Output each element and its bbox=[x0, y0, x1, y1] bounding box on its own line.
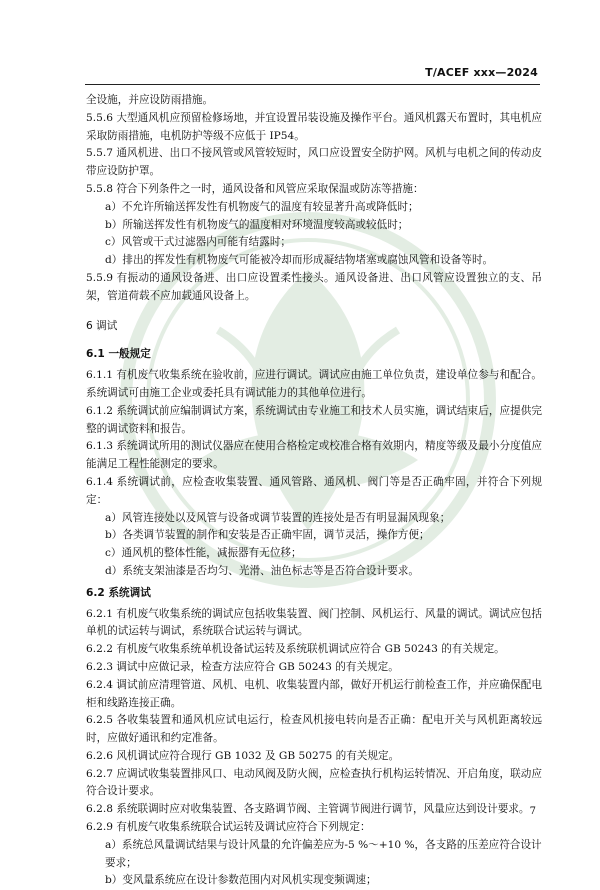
header-rule bbox=[85, 84, 540, 85]
document-body bbox=[86, 92, 542, 890]
paragraph: 全设施，并应设防雨措施。 bbox=[86, 94, 214, 106]
paragraph: 6.1.3 系统调试所用的测试仪器应在使用合格检定或校准合格有效期内，精度等级及最小分度值应能满足工程性能测定的要求。 bbox=[86, 440, 542, 471]
paragraph: 6.2.1 有机废气收集系统的调试应包括收集装置、阀门控制、风机运行、风量的调试。调试应包括单机的试运转与调试，系统联合试运转与调试。 bbox=[86, 607, 542, 638]
page-number: 7 bbox=[529, 806, 536, 817]
paragraph: 6.1.4 系统调试前，应检查收集装置、通风管路、通风机、阀门等是否正确牢固，并符合下列规定： bbox=[86, 475, 542, 506]
list-item: a）不允许所输送挥发性有机物废气的温度有较显著升高或降低时； bbox=[105, 200, 419, 213]
subsection-heading: 6.1 一般规定 bbox=[86, 348, 151, 361]
paragraph: 6.2.6 风机调试应符合现行 GB 1032 及 GB 50275 的有关规定。 bbox=[86, 749, 400, 762]
list-item: d）排出的挥发性有机物废气可能被冷却而形成凝结物堵塞或腐蚀风管和设备等时。 bbox=[105, 254, 494, 267]
paragraph: 5.5.6 大型通风机应预留检修场地，并宜设置吊装设施及操作平台。通风机露天布置时，其电机应采取防雨措施，电机防护等级不应低于 IP54。 bbox=[86, 111, 542, 142]
list-item: d）系统支架油漆是否均匀、光滑、油色标志等是否符合设计要求。 bbox=[105, 564, 419, 577]
paragraph: 6.2.2 有机废气收集系统单机设备试运转及系统联机调试应符合 GB 50243 的有关规定。 bbox=[86, 643, 505, 656]
paragraph: 6.2.8 系统联调时应对收集装置、各支路调节阀、主管调节阀进行调节，风量应达到设计要求。 bbox=[86, 803, 530, 816]
list-item: b）各类调节装置的制作和安装是否正确牢固，调节灵活，操作方便； bbox=[105, 529, 430, 542]
paragraph: 5.5.9 有振动的通风设备进、出口应设置柔性接头。通风设备进、出口风管应设置独立的支、吊架，管道荷载不应加载通风设备上。 bbox=[86, 271, 542, 302]
list-item: b）变风量系统应在设计参数范围内对风机实现变频调速； bbox=[105, 874, 377, 887]
paragraph: 6.2.7 应调试收集装置排风口、电动风阀及防火阀，应检查执行机构运转情况、开启角度，联动应符合设计要求。 bbox=[86, 767, 542, 798]
paragraph: 5.5.8 符合下列条件之一时，通风设备和风管应采取保温或防冻等措施： bbox=[86, 182, 424, 195]
section-heading: 6 调试 bbox=[86, 319, 118, 332]
paragraph: 6.1.2 系统调试前应编制调试方案，系统调试由专业施工和技术人员实施，调试结束后，应提供完整的调试资料和报告。 bbox=[86, 404, 542, 435]
paragraph: 6.2.9 有机废气收集系统联合试运转及调试应符合下列规定： bbox=[86, 821, 371, 834]
list-item: c）风管或干式过滤器内可能有结露时； bbox=[105, 236, 292, 249]
list-item: c）通风机的整体性能，减振器有无位移； bbox=[105, 547, 302, 560]
list-item: a）风管连接处以及风管与设备或调节装置的连接处是否有明显漏风现象； bbox=[105, 511, 451, 524]
paragraph: 6.2.5 各收集装置和通风机应试电运行，检查风机接电转向是否正确：配电开关与风机距离较远时，应做好通讯和约定准备。 bbox=[86, 714, 542, 745]
paragraph: 6.1.1 有机废气收集系统在验收前，应进行调试。调试应由施工单位负责，建设单位参与和配合。系统调试可由施工企业或委托具有调试能力的其他单位进行。 bbox=[86, 369, 542, 399]
subsection-heading: 6.2 系统调试 bbox=[86, 586, 151, 599]
list-item: b）所输送挥发性有机物废气的温度相对环境温度较高或较低时； bbox=[105, 218, 409, 231]
paragraph: 5.5.7 通风机进、出口不接风管或风管较短时，风口应设置安全防护网。风机与电机之间的传动皮带应设防护罩。 bbox=[86, 147, 542, 178]
paragraph: 6.2.4 调试前应清理管道、风机、电机、收集装置内部，做好开机运行前检查工作，并应确保配电柜和线路连接正确。 bbox=[86, 678, 542, 709]
document-code: T/ACEF xxx—2024 bbox=[425, 66, 538, 79]
list-item: a）系统总风量调试结果与设计风量的允许偏差应为-5 %～+10 %，各支路的压差应符合设计要求； bbox=[105, 838, 542, 869]
paragraph: 6.2.3 调试中应做记录，检查方法应符合 GB 50243 的有关规定。 bbox=[86, 660, 399, 673]
